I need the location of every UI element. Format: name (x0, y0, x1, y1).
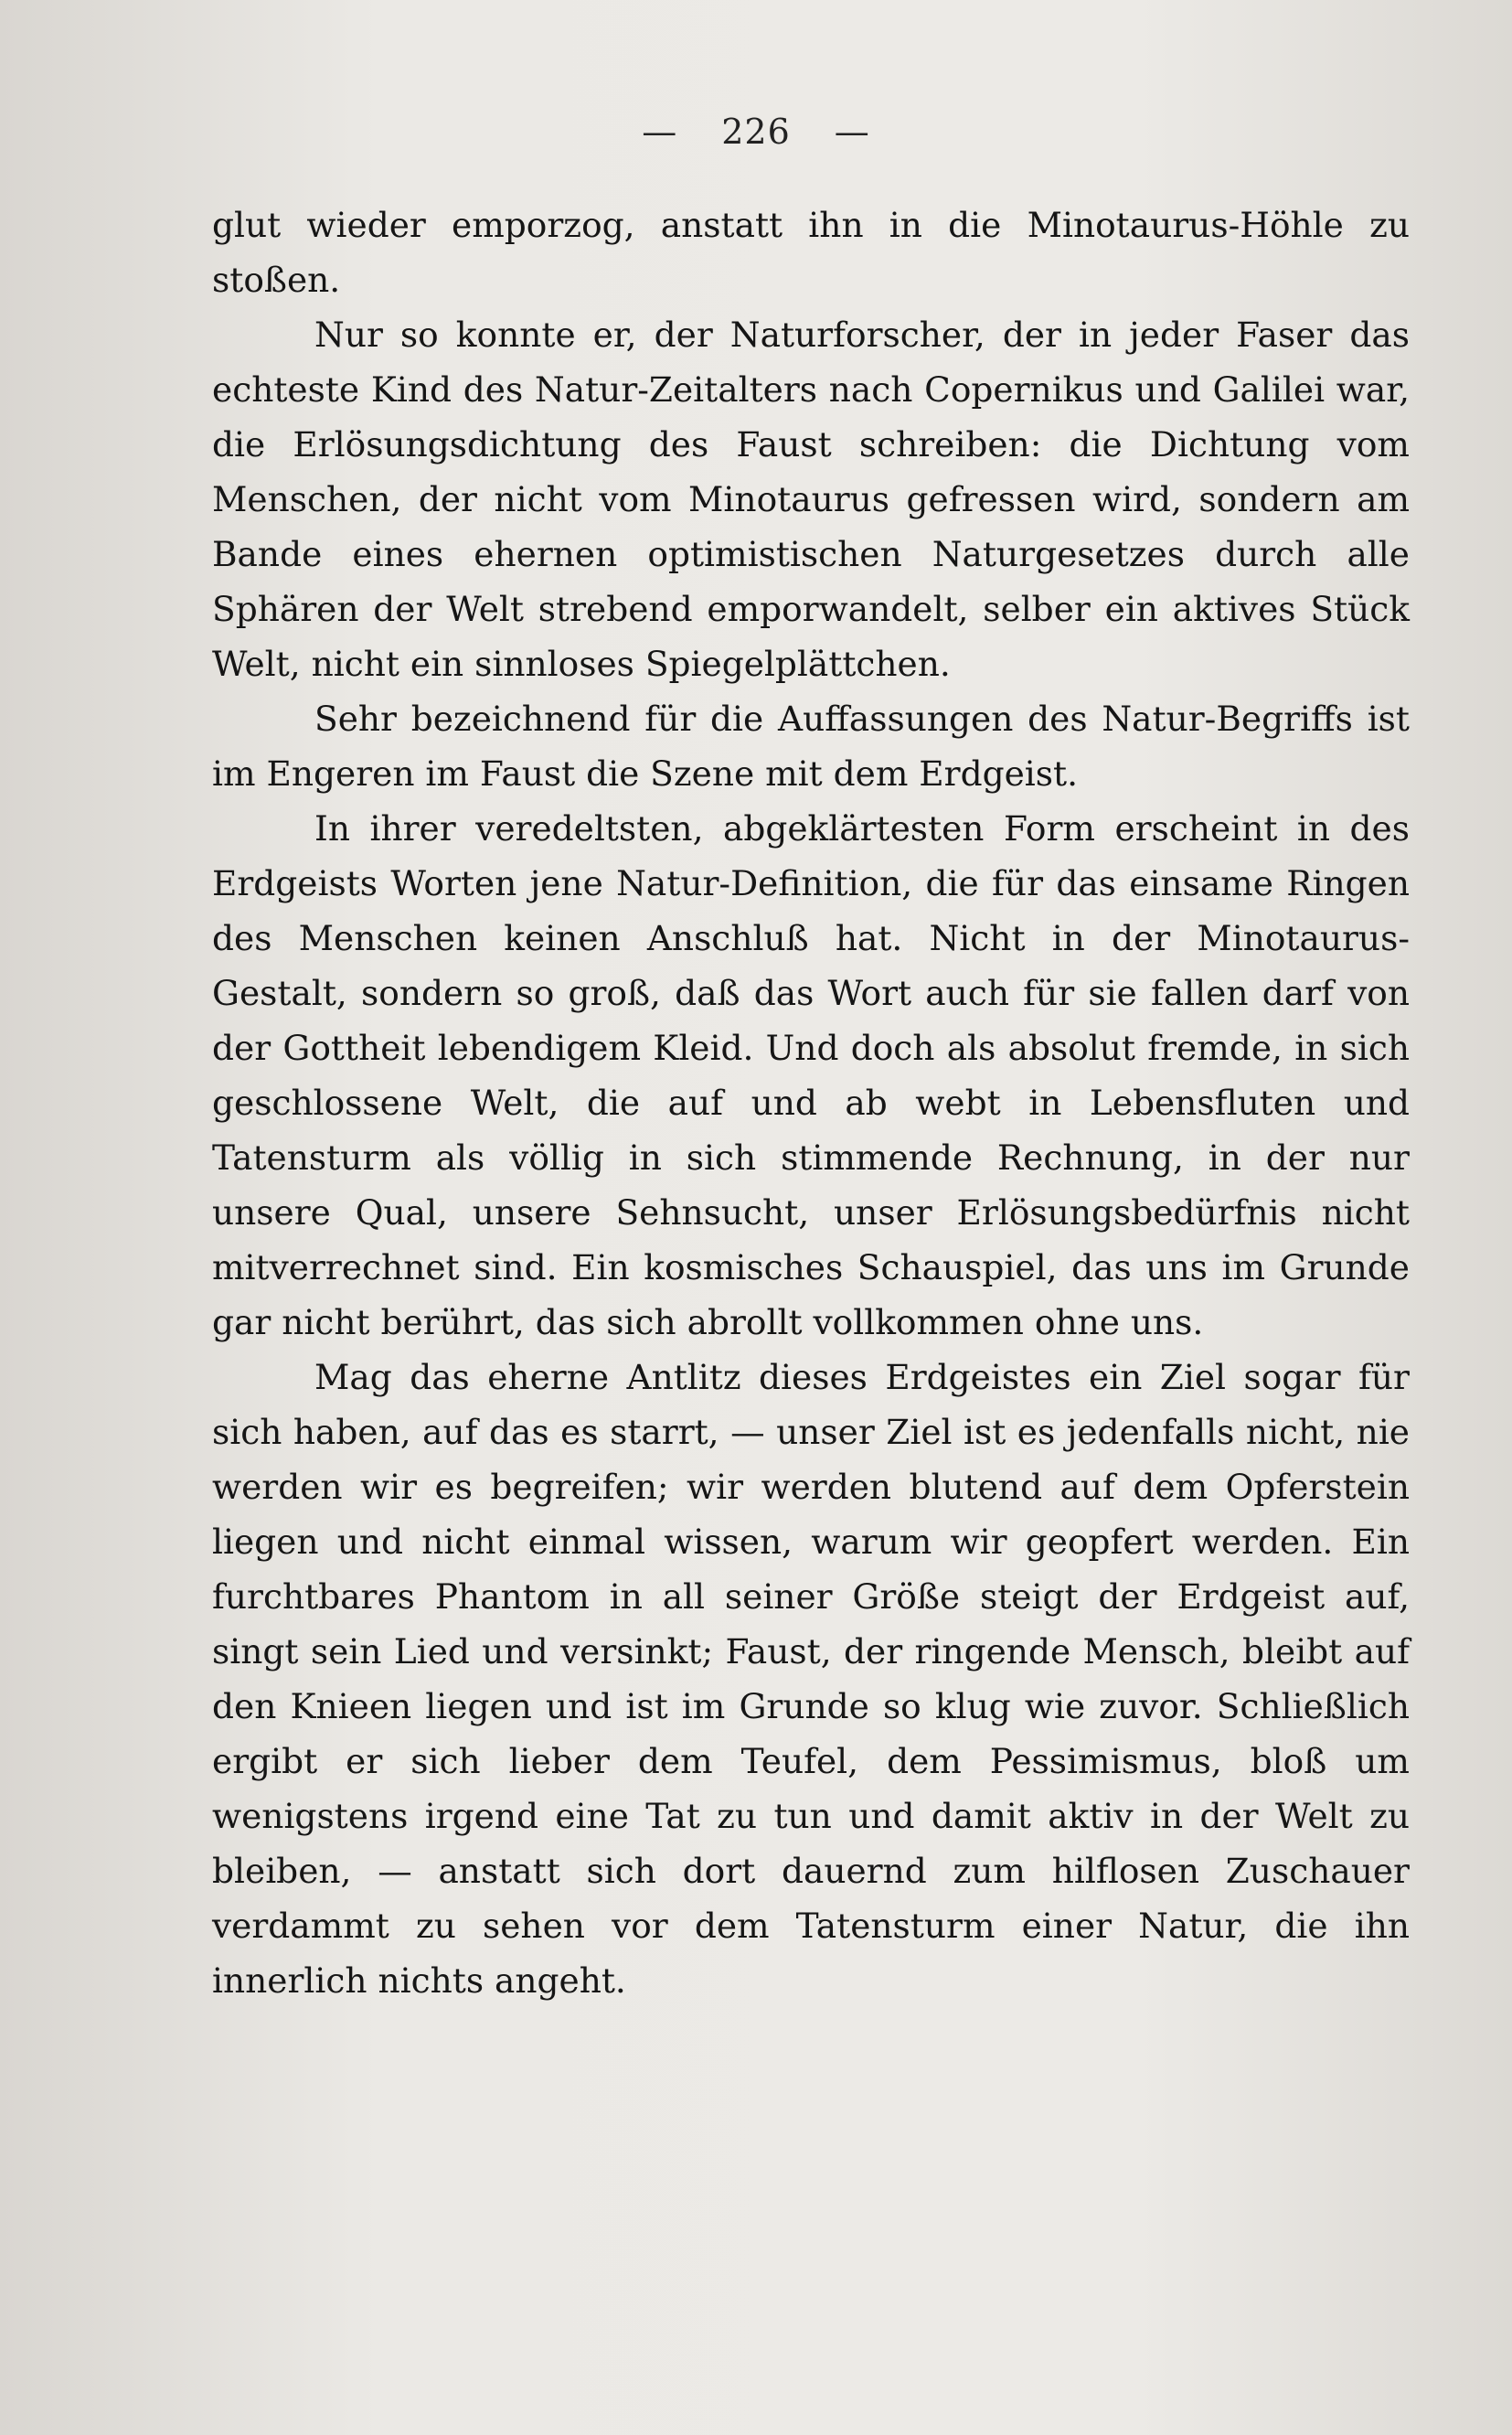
header-dash-right: — (834, 112, 870, 152)
paragraph-5: Mag das eherne Antlitz dieses Erdgeistes ein Ziel sogar für sich haben, auf das es starrt, — unser Ziel ist es jedenfalls nicht, nie werden wir es begreifen; wir werden blutend auf dem Opferstein liegen und nicht einmal wissen, warum wir geopfert werden. Ein furchtbares Phantom in all seiner Größe steigt der Erdgeist auf, singt sein Lied und versinkt; Faust, der ringende Mensch, bleibt auf den Knieen liegen und ist im Grunde so klug wie zuvor. Schließlich ergibt er sich lieber dem Teufel, dem Pessimismus, bloß um wenigstens irgend eine Tat zu tun und damit aktiv in der Welt zu bleiben, — anstatt sich dort dauernd zum hilflosen Zuschauer verdammt zu sehen vor dem Tatensturm einer Natur, die ihn innerlich nichts angeht. (212, 1357, 1410, 2001)
paragraph-2: Nur so konnte er, der Naturforscher, der in jeder Faser das echteste Kind des Natur-Zeitalters nach Copernikus und Galilei war, die Erlösungsdichtung des Faust schreiben: die Dichtung vom Menschen, der nicht vom Minotaurus gefressen wird, sondern am Bande eines ehernen optimistischen Naturgesetzes durch alle Sphären der Welt strebend emporwandelt, selber ein aktives Stück Welt, nicht ein sinnloses Spiegelplättchen. (212, 315, 1410, 684)
paragraph-3: Sehr bezeichnend für die Auffassungen des Natur-Begriffs ist im Engeren im Faust die Szene mit dem Erdgeist. (212, 699, 1410, 794)
page-header (0, 112, 1512, 152)
paragraph-4: In ihrer veredeltsten, abgeklärtesten Form erscheint in des Erdgeists Worten jene Natur-Definition, die für das einsame Ringen des Menschen keinen Anschluß hat. Nicht in der Minotaurus-Gestalt, sondern so groß, daß das Wort auch für sie fallen darf von der Gottheit lebendigem Kleid. Und doch als absolut fremde, in sich geschlossene Welt, die auf und ab webt in Lebensfluten und Tatensturm als völlig in sich stimmende Rechnung, in der nur unsere Qual, unsere Sehnsucht, unser Erlösungsbedürfnis nicht mitverrechnet sind. Ein kosmisches Schauspiel, das uns im Grunde gar nicht berührt, das sich abrollt vollkommen ohne uns. (212, 808, 1410, 1342)
header-dash-left: — (642, 112, 678, 152)
page-number: 226 (721, 112, 791, 152)
body-text (212, 198, 1410, 2008)
paragraph-1: glut wieder emporzog, anstatt ihn in die Minotaurus-Höhle zu stoßen. (212, 205, 1410, 300)
